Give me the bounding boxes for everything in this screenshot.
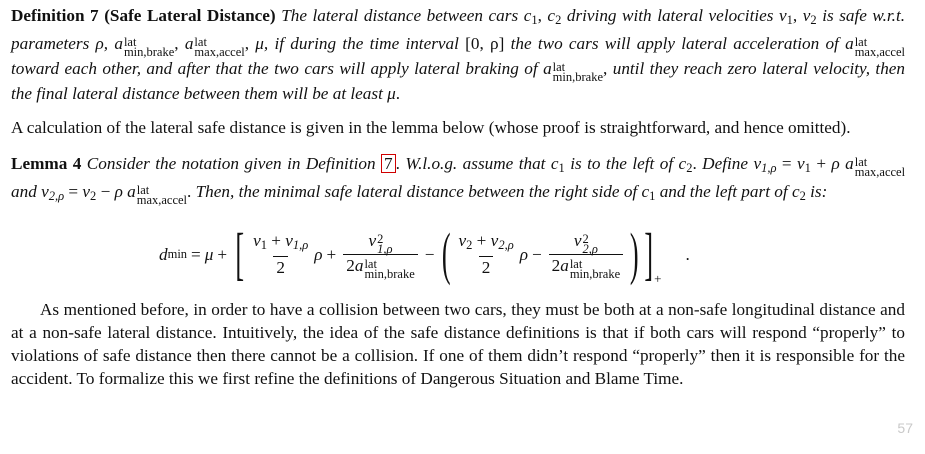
definition-heading: Definition 7 (Safe Lateral Distance) bbox=[11, 6, 276, 25]
paper-page bbox=[11, 4, 905, 390]
lemma-block: Lemma 4 Consider the notation given in Definition 7 . W.l.o.g. assume that $c_1$ is to the left of $c_2$. Define $v1,\rho = v_1 + \rho$ a lat max,accel and $v2,\rho = v_2 - \rho$ a lat max,accel . Then, the minimal safe lateral distance between the right side of $c_1$ and the left part of $c_2$ is: bbox=[11, 154, 906, 207]
watermark-page-number: 57 bbox=[897, 420, 913, 436]
left-paren: ( bbox=[442, 221, 452, 286]
lemma-heading: Lemma 4 bbox=[11, 154, 82, 173]
paragraph-lateral-calc: A calculation of the lateral safe distance is given in the lemma below (whose proof is straightforward, and hence omitted). bbox=[11, 118, 851, 137]
fraction-v1-brake: v 2 1,ρ 2a lat min,brake bbox=[343, 230, 418, 279]
definition-reference-link[interactable]: 7 bbox=[381, 154, 396, 173]
right-paren: ) bbox=[630, 221, 639, 286]
right-bracket: ] bbox=[644, 221, 654, 286]
fraction-v2-brake: v 2 2,ρ 2a lat min,brake bbox=[549, 230, 624, 279]
dmin-equation: d min = μ + [ $\frac{v_1 + v1,\rho}{2}$ ρ + v 2 1,ρ 2a lat min,brake − ( $\frac{v_2 + v2,\rho}{2}$ ρ − v 2 2,ρ 2a lat min,brake ) ] + . bbox=[11, 216, 905, 292]
fraction-v2-average: $\frac{v_2 + v2,\rho}{2}$ bbox=[458, 230, 514, 277]
paragraph-collision: As mentioned before, in order to have a collision between two cars, they must be both at a non-safe longitudinal distance and at a non-safe lateral distance. Intuitively, the idea of the safe distance definitions is that if both cars will respond “properly” to violations of safe distance then there cannot be a collision. If one of them didn’t respond “properly” then it is responsible for the accident. To formalize this we first refine the definitions of Dangerous Situation and Blame Time. bbox=[11, 300, 905, 388]
definition-text: The lateral distance between cars bbox=[281, 6, 519, 25]
definition-block: Definition 7 (Safe Lateral Distance) The lateral distance between cars $c_1$, $c_2$ driving with lateral velocities $v_1$, $v_2$ is safe w.r.t. parameters ρ, a lat min,brake , a lat max,accel , μ, if during the time interval [0, ρ] the two cars will apply lateral acceleration of a lat max,accel toward each other, and after that the two cars will apply lateral braking of a lat min,brake , until they reach zero lateral velocity, then the final lateral distance between them will be at least μ. bbox=[11, 6, 906, 103]
left-bracket: [ bbox=[235, 221, 245, 286]
fraction-v1-average: $\frac{v_1 + v1,\rho}{2}$ bbox=[253, 230, 309, 277]
